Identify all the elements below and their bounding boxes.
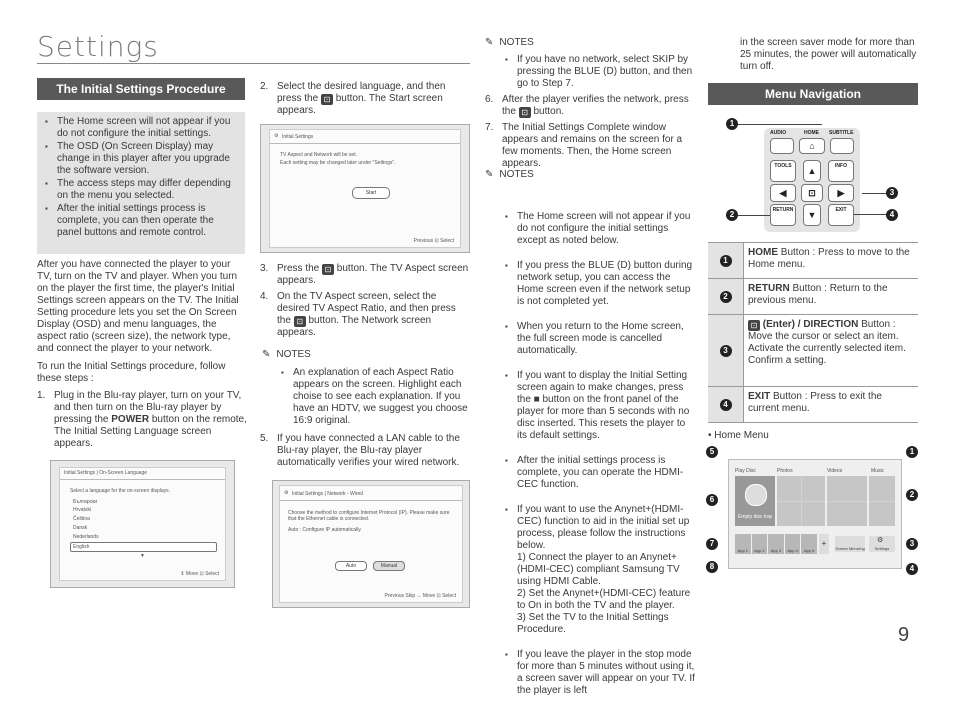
table-cell <box>708 279 744 315</box>
list-item: ▪ After the initial settings process is complete, you can then operate the panel buttons and remote control. <box>57 203 239 239</box>
info-button[interactable] <box>828 160 854 182</box>
step-text: After the player verifies the network, press the <box>502 94 689 117</box>
step-6-7 <box>485 94 695 174</box>
callout-3: 3 <box>906 538 918 550</box>
table-row <box>708 315 918 387</box>
return-button[interactable] <box>770 204 796 226</box>
step-text: button. <box>530 106 565 117</box>
screen-footer: ⇕ Move ⊡ Select <box>180 571 219 577</box>
step-number: 2. <box>260 81 269 92</box>
step-1 <box>37 390 247 454</box>
blue-label: BLUE <box>574 66 601 77</box>
step-text: Press the <box>277 263 323 274</box>
intro-paragraph: After you have connected the player to your TV, turn on the TV and player. When you turn on the player the first time, the player's Initial Settings screen appears on the TV. The Initial Setting procedure lets you set the On Screen Display (OSD) and menu languages, the aspect ratio (screen size), the network type, and connect the player to your network. <box>37 259 239 354</box>
list-item: ▪ The Home screen will not appear if you do not configure the initial settings. <box>57 116 239 140</box>
list-item: ▪ If you press the BLUE (D) button during network setup, you can access the Home screen even if the network setup is not completed yet. <box>517 260 695 308</box>
exit-button[interactable] <box>828 204 854 226</box>
table-row <box>708 279 918 315</box>
callout-line <box>738 215 770 216</box>
button-desc: Button : Press to exit the current menu. <box>748 391 882 414</box>
gear-icon: ⚙ <box>274 133 279 139</box>
page-title: Settings <box>37 30 159 63</box>
app-tile[interactable]: App 2 <box>752 534 768 554</box>
button-name: HOME <box>748 247 778 258</box>
callout-2: 2 <box>906 489 918 501</box>
disc-label: Empty disc tray <box>738 514 773 520</box>
home-icon: ⌂ <box>809 141 815 151</box>
step-text: Select the desired language, and then press the <box>277 81 446 104</box>
home-label: HOME <box>804 130 819 136</box>
list-item: ▪ When you return to the Home screen, the full screen mode is cancelled automatically. <box>517 321 695 357</box>
list-item: ▪ The OSD (On Screen Display) may change in this player after you upgrade the software version. <box>57 141 239 177</box>
continued-text: in the screen saver mode for more than 25 minutes, the power will automatically turn off. <box>740 37 917 72</box>
button-name: EXIT <box>748 391 771 402</box>
screen-footer: Previous Skip ↔ Move ⊡ Select <box>384 593 456 599</box>
table-cell <box>744 279 919 315</box>
home-menu-heading <box>708 430 769 442</box>
step-5 <box>260 433 472 473</box>
tab-videos[interactable]: Videos <box>827 468 843 474</box>
notes-label: NOTES <box>499 169 534 180</box>
button-name: (Enter) / DIRECTION <box>762 319 859 330</box>
enter-icon: ⊡ <box>808 188 816 198</box>
screen-line: Choose the method to configure Internet Protocol (IP). Please make sure that the Ethernet cable is connected. <box>288 510 450 522</box>
callout-line <box>734 124 822 125</box>
screen-mirroring-tile[interactable]: Screen Mirroring <box>835 536 865 552</box>
gear-icon: ⚙ <box>877 537 884 544</box>
screen-line: TV Aspect and Network will be set. <box>280 152 357 158</box>
screen-title: Initial Settings <box>282 134 314 140</box>
screen-title: Initial Settings | Network - Wired <box>292 491 364 497</box>
step-2 <box>260 81 470 121</box>
arrow-right-icon: ▶ <box>837 188 845 198</box>
screen-title: Initial Settings | On-Screen Language <box>64 470 148 476</box>
step-number: 7. <box>485 122 494 133</box>
return-label: RETURN <box>772 207 794 213</box>
list-item: ▪ If you want to display the Initial Setting screen again to make changes, press the ■ button on the front panel of the player for more than 5 seconds with no disc inserted. This resets the player to its default settings. <box>517 370 695 442</box>
music-tile[interactable] <box>869 476 895 526</box>
pencil-icon: ✎ <box>262 349 271 360</box>
manual-button[interactable]: Manual <box>373 561 405 571</box>
language-item[interactable]: Dansk <box>73 525 88 531</box>
notes-box <box>37 112 245 254</box>
app-tile[interactable]: App 1 <box>735 534 751 554</box>
note-text: ) button, and then go to Step 7. <box>517 66 693 89</box>
pencil-icon: ✎ <box>485 169 494 180</box>
disc-tile[interactable] <box>735 476 775 526</box>
step-3-4 <box>260 263 470 343</box>
home-menu-label: Home Menu <box>714 430 769 441</box>
left-button[interactable] <box>770 184 796 202</box>
step-number: 6. <box>485 94 494 105</box>
callout-8: 8 <box>706 561 718 573</box>
table-row <box>708 243 918 279</box>
videos-tile[interactable] <box>827 476 867 526</box>
language-item[interactable]: Hrvatski <box>73 507 92 513</box>
enter-icon: ⊡ <box>748 320 760 331</box>
screen-line: Auto : Configure IP automatically. <box>288 527 362 533</box>
auto-button[interactable]: Auto <box>335 561 367 571</box>
app-tile[interactable]: App 5 <box>801 534 817 554</box>
notes-list <box>275 367 470 428</box>
notes-label: NOTES <box>276 349 311 360</box>
up-button[interactable] <box>803 160 821 182</box>
list-item: ▪ After the initial settings process is complete, you can operate the HDMI-CEC function. <box>517 455 695 491</box>
divider <box>60 479 225 480</box>
callout-6: 6 <box>706 494 718 506</box>
notes-list <box>499 187 695 722</box>
step-number: 4. <box>260 291 269 302</box>
home-button[interactable] <box>799 138 825 154</box>
screen-network <box>272 480 470 608</box>
app-tile[interactable]: App 4 <box>785 534 801 554</box>
notes-list <box>499 54 695 91</box>
right-button[interactable] <box>828 184 854 202</box>
callout-number: 2 <box>720 291 732 303</box>
bullet-icon: • <box>708 430 715 441</box>
step-number: 1. <box>37 390 46 401</box>
step-text: button. The Network screen appears. <box>277 315 432 338</box>
step-number: 3. <box>260 263 269 274</box>
skip-label: SKIP <box>652 54 675 65</box>
section-header-initial-settings: The Initial Settings Procedure <box>37 78 245 100</box>
callout-7: 7 <box>706 538 718 550</box>
title-divider <box>37 63 470 64</box>
step-number: 5. <box>260 433 269 444</box>
table-cell <box>708 315 744 387</box>
notes-heading <box>485 37 534 48</box>
table-row <box>708 387 918 423</box>
tools-label: TOOLS <box>774 163 792 169</box>
d-label: D <box>606 66 614 77</box>
home-menu-illustration <box>706 444 920 576</box>
callout-number: 3 <box>720 345 732 357</box>
callout-1: 1 <box>906 446 918 458</box>
note-text: If you have no network, select <box>517 54 653 65</box>
divider <box>280 500 462 501</box>
button-name: RETURN <box>748 283 790 294</box>
audio-label: AUDIO <box>770 130 787 136</box>
pencil-icon: ✎ <box>485 37 494 48</box>
power-label: POWER <box>111 414 150 425</box>
notes-label: NOTES <box>499 37 534 48</box>
gear-icon: ⚙ <box>284 490 289 496</box>
step-text: button on the remote, The Initial Setting Language screen appears. <box>54 414 247 449</box>
list-item: ▪ If you leave the player in the stop mode for more than 5 minutes without using it, a screen saver will appear on your TV. If the player is left <box>517 649 695 697</box>
section-header-menu-navigation: Menu Navigation <box>708 83 918 105</box>
list-item: ▪ An explanation of each Aspect Ratio appears on the screen. Highlight each choise to see each explanation. If you have an HDTV, we suggest you choose 16:9 original. <box>293 367 470 427</box>
button-desc: Button : Press to move to the Home menu. <box>748 247 910 270</box>
callout-number: 4 <box>720 399 732 411</box>
subtitle-button[interactable] <box>830 138 854 154</box>
language-item-selected[interactable] <box>70 542 217 552</box>
button-table <box>708 242 918 423</box>
photos-tile[interactable] <box>777 476 825 526</box>
callout-line <box>862 193 887 194</box>
note-text: by pressing the <box>517 54 689 77</box>
tab-music[interactable]: Music <box>871 468 885 474</box>
step-text: If you have connected a LAN cable to the Blu-ray player, the Blu-ray player automatically verifies your wired network. <box>277 433 460 468</box>
app-tile[interactable]: App 3 <box>768 534 784 554</box>
note-text: ( <box>600 66 607 77</box>
callout-3: 3 <box>886 187 898 199</box>
tab-photos[interactable]: Photos <box>777 468 793 474</box>
screen-line: Each setting may be changed later under "Settings". <box>280 160 396 166</box>
notes-heading <box>485 169 534 180</box>
tab-play-disc[interactable]: Play Disc <box>735 468 756 474</box>
subtitle-label: SUBTITLE <box>829 130 854 136</box>
screen-start <box>260 124 470 253</box>
apps-row <box>735 534 817 554</box>
table-cell <box>744 315 919 387</box>
step-text: button. The Start screen appears. <box>277 93 443 116</box>
enter-icon: ⊡ <box>322 264 334 275</box>
step-text: button. The TV Aspect screen appears. <box>277 263 469 286</box>
screen-prompt: Select a language for the on-screen displays. <box>70 488 171 494</box>
language-item[interactable]: Čeština <box>73 516 90 522</box>
enter-button[interactable] <box>801 184 823 202</box>
notes-heading <box>262 349 311 360</box>
language-list <box>70 496 215 550</box>
audio-button[interactable] <box>770 138 794 154</box>
start-button[interactable]: Start <box>352 187 390 199</box>
plus-icon: + <box>821 539 827 548</box>
remote-illustration <box>726 116 906 234</box>
step-text: Plug in the Blu-ray player, turn on your TV, and then turn on the Blu-ray player by pressing the <box>54 390 242 425</box>
callout-number: 1 <box>720 255 732 267</box>
screen-footer: Previous ⊡ Select <box>413 238 454 244</box>
callout-4: 4 <box>906 563 918 575</box>
button-desc: Button : Return to the previous menu. <box>748 283 888 306</box>
table-cell <box>708 387 744 423</box>
chevron-down-icon: ▼ <box>140 553 145 559</box>
list-item: ▪ The access steps may differ depending on the menu you selected. <box>57 178 239 202</box>
divider <box>270 143 460 144</box>
exit-label: EXIT <box>835 207 847 213</box>
tools-button[interactable] <box>770 160 796 182</box>
language-item[interactable]: Български <box>73 499 98 505</box>
home-screen <box>728 459 902 569</box>
arrow-up-icon: ▲ <box>807 166 817 176</box>
callout-5: 5 <box>706 446 718 458</box>
settings-tile[interactable]: Settings <box>869 536 895 552</box>
list-item: ▪ If you want to use the Anynet+(HDMI-CEC) function to aid in the initial set up process, please follow the instructions below. 1) Connect the player to an Anynet+(HDMI-CEC) compliant Samsung TV using HDMI Cable. 2) Set the Anynet+(HDMI-CEC) feature to On in both the TV and the player. 3) Set the TV to the Initial Settings Procedure. <box>517 504 695 636</box>
info-label: INFO <box>835 163 847 169</box>
step-text: On the TV Aspect screen, select the desired TV Aspect Ratio, and then press the <box>277 291 456 326</box>
language-item[interactable]: Nederlands <box>73 534 99 540</box>
callout-2: 2 <box>726 209 738 221</box>
arrow-left-icon: ◀ <box>779 188 787 198</box>
steps-intro: To run the Initial Settings procedure, follow these steps : <box>37 361 226 384</box>
arrow-down-icon: ▼ <box>807 210 817 220</box>
button-desc: Button : Move the cursor or select an item. Activate the currently selected item. Confirm a setting. <box>748 319 906 366</box>
enter-icon: ⊡ <box>294 316 306 327</box>
list-item: ▪ The Home screen will not appear if you do not configure the initial settings except as noted below. <box>517 211 695 247</box>
enter-icon: ⊡ <box>519 107 531 118</box>
callout-line <box>854 214 887 215</box>
add-app-button[interactable] <box>819 534 829 554</box>
language-item-label: English <box>73 544 90 550</box>
table-cell <box>744 243 919 279</box>
callout-4: 4 <box>886 209 898 221</box>
enter-icon: ⊡ <box>321 94 333 105</box>
table-cell <box>708 243 744 279</box>
table-cell <box>744 387 919 423</box>
list-item <box>517 54 695 90</box>
disc-icon <box>745 484 767 506</box>
notes-box-list <box>37 116 245 239</box>
screen-language <box>50 460 235 588</box>
callout-1: 1 <box>726 118 738 130</box>
down-button[interactable] <box>803 204 821 226</box>
step-text: The Initial Settings Complete window appears and remains on the screen for a few moments. Then, the Home screen appears. <box>502 122 683 169</box>
page-number: 9 <box>898 624 910 646</box>
